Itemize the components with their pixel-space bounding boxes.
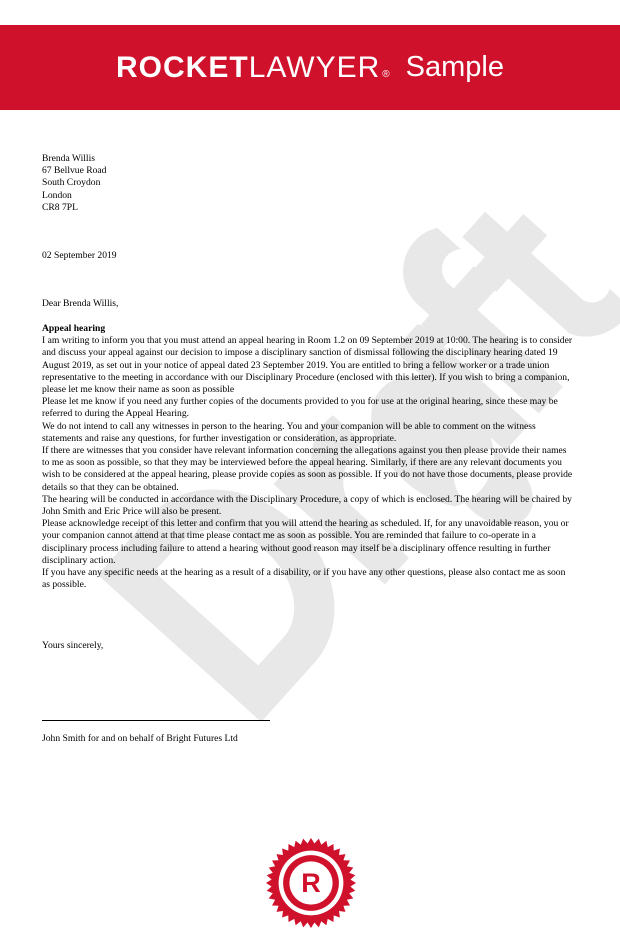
signature-line (42, 720, 270, 721)
closing: Yours sincerely, (42, 640, 104, 651)
signatory: John Smith for and on behalf of Bright Futures Ltd (42, 733, 238, 744)
address-line: 67 Bellvue Road (42, 165, 107, 177)
brand-header (0, 25, 620, 110)
salutation: Dear Brenda Willis, (42, 298, 119, 309)
body-paragraph: If you have any specific needs at the hearing as a result of a disability, or if you have any other questions, please also contact me as soon as possible. (42, 567, 566, 591)
brand-name-light: LAWYER (248, 50, 381, 84)
address-line: Brenda Willis (42, 153, 95, 164)
registered-mark: ® (382, 69, 390, 80)
address-line: London (42, 189, 72, 201)
body-paragraph: If there are witnesses that you consider have relevant information concerning the allegations against you then please provide their names to me as soon as possible, so that they may be interviewed before the appeal hearing. Similarly, if there are any relevant documents you wish to be considered at the appeal hearing, please provide copies as soon as possible. If you do not have those documents, please provide details so that they can be obtained. (42, 445, 573, 493)
body-paragraph: I am writing to inform you that you must attend an appeal hearing in Room 1.2 on 09 September 2019 at 10:00. The hearing is to consider and discuss your appeal against our decision to impose a disciplinary sanction of dismissal following the disciplinary hearing dated 19 August 2019, as set out in your notice of appeal dated 23 September 2019. You are entitled to bring a fellow worker or a trade union representative to the meeting in accordance with our Disciplinary Procedure (enclosed with this letter). If you wish to bring a companion, please let me know their name as soon as possible (42, 335, 573, 396)
letter-date: 02 September 2019 (42, 250, 117, 261)
address-line: CR8 7PL (42, 201, 78, 213)
address-line: South Croydon (42, 177, 101, 189)
brand-name-bold: ROCKET (116, 50, 249, 84)
seal-letter: R (301, 868, 321, 898)
body-paragraph: Please acknowledge receipt of this letter and confirm that you will attend the hearing as scheduled. If, for any unavoidable reason, you or your companion cannot attend at that time please contact me as soon as possible. You are reminded that failure to co-operate in a disciplinary process including failure to attend a hearing without good reason may itself be a disciplinary offence resulting in further disciplinary action. (42, 518, 569, 566)
letter-body (42, 323, 574, 591)
body-paragraph: The hearing will be conducted in accordance with the Disciplinary Procedure, a copy of which is enclosed. The hearing will be chaired by John Smith and Eric Price will also be present. (42, 493, 572, 518)
subject-heading: Appeal hearing (42, 323, 106, 334)
body-paragraph: Please let me know if you need any further copies of the documents provided to you for use at the original hearing, since these may be referred to during the Appeal Hearing. (42, 396, 558, 420)
rocket-lawyer-seal-icon (266, 838, 356, 928)
body-paragraph: We do not intend to call any witnesses in person to the hearing. You and your companion will be able to comment on the witness statements and raise any questions, for further investigation or consideration, as appropriate. (42, 420, 536, 444)
sample-label: Sample (405, 51, 504, 83)
recipient-address (42, 153, 574, 214)
